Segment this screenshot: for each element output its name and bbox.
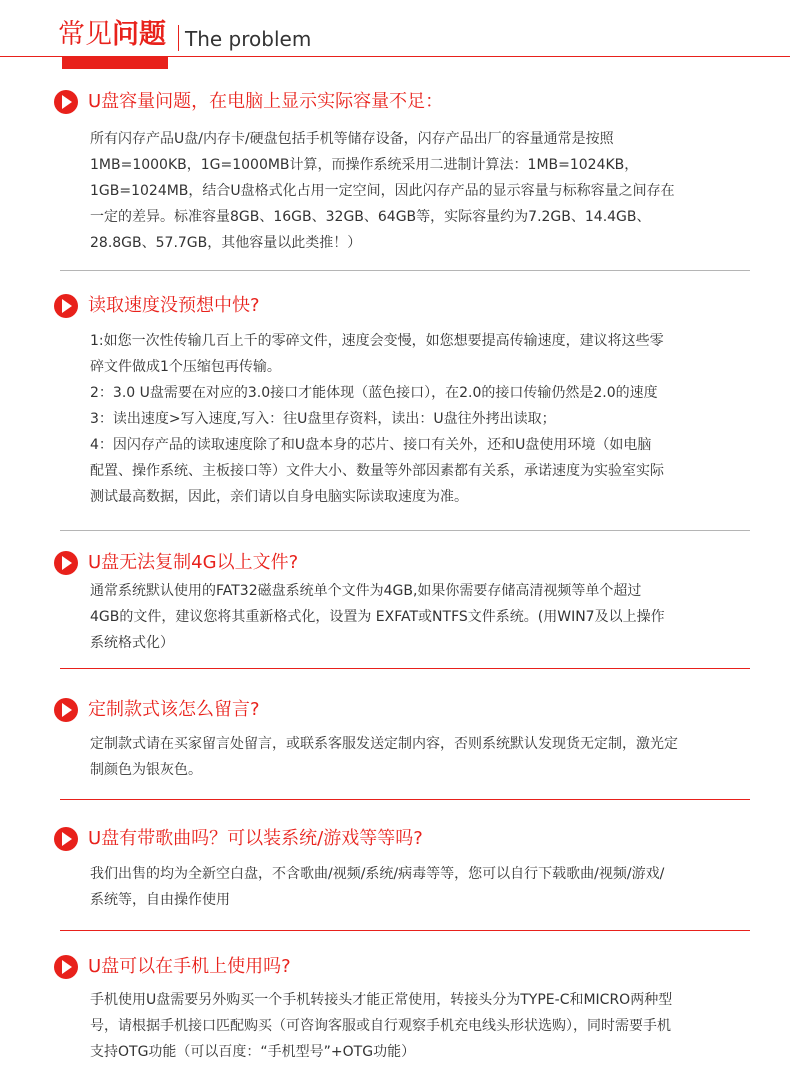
faq-question: 定制款式该怎么留言? <box>88 699 260 720</box>
answer-line: 4：因闪存产品的读取速度除了和U盘本身的芯片、接口有关外，还和U盘使用环境（如电脑 <box>90 437 652 453</box>
answer-line: 系统等，自由操作使用 <box>90 892 230 908</box>
answer-line: 号，请根据手机接口匹配购买（可咨询客服或自行观察手机充电线头形状选购），同时需要手机 <box>90 1018 671 1034</box>
faq-question: 读取速度没预想中快? <box>88 295 260 316</box>
answer-line: 制颜色为银灰色。 <box>90 762 202 778</box>
play-arrow-icon <box>54 90 78 114</box>
answer-line: 通常系统默认使用的FAT32磁盘系统单个文件为4GB,如果你需要存储高清视频等单个超过 <box>90 583 642 599</box>
section-divider <box>60 930 750 931</box>
faq-answer <box>90 987 770 1065</box>
page-subtitle: The problem <box>185 27 312 51</box>
faq-question: U盘可以在手机上使用吗? <box>88 956 291 977</box>
answer-line: 1GB=1024MB，结合U盘格式化占用一定空间，因此闪存产品的显示容量与标称容量之间存在 <box>90 183 675 199</box>
title-regular: 常见 <box>58 19 112 50</box>
play-arrow-icon <box>54 294 78 318</box>
answer-line: 一定的差异。标准容量8GB、16GB、32GB、64GB等，实际容量约为7.2GB、14.4GB、 <box>90 209 651 225</box>
section-divider <box>60 530 750 531</box>
faq-answer <box>90 731 770 783</box>
answer-line: 4GB的文件，建议您将其重新格式化，设置为 EXFAT或NTFS文件系统。(用WIN7及以上操作 <box>90 609 665 625</box>
faq-answer <box>90 126 770 256</box>
answer-line: 28.8GB、57.7GB，其他容量以此类推！） <box>90 235 362 251</box>
answer-line: 定制款式请在买家留言处留言，或联系客服发送定制内容，否则系统默认发现货无定制，激光定 <box>90 736 678 752</box>
answer-line: 碎文件做成1个压缩包再传输。 <box>90 359 281 375</box>
play-arrow-icon <box>54 955 78 979</box>
answer-line: 2：3.0 U盘需要在对应的3.0接口才能体现（蓝色接口），在2.0的接口传输仍然是2.0的速度 <box>90 385 658 401</box>
answer-line: 所有闪存产品U盘/内存卡/硬盘包括手机等储存设备，闪存产品出厂的容量通常是按照 <box>90 131 614 147</box>
answer-line: 手机使用U盘需要另外购买一个手机转接头才能正常使用，转接头分为TYPE-C和MICRO两种型 <box>90 992 673 1008</box>
play-arrow-icon <box>54 827 78 851</box>
answer-line: 测试最高数据，因此，亲们请以自身电脑实际读取速度为准。 <box>90 489 468 505</box>
answer-line: 我们出售的均为全新空白盘，不含歌曲/视频/系统/病毒等等，您可以自行下载歌曲/视频/游戏/ <box>90 866 665 882</box>
play-arrow-icon <box>54 698 78 722</box>
header-accent-bar <box>62 57 168 69</box>
page-header <box>0 0 790 72</box>
title-bold: 问题 <box>112 19 166 50</box>
faq-question: U盘容量问题，在电脑上显示实际容量不足： <box>88 91 444 112</box>
answer-line: 配置、操作系统、主板接口等）文件大小、数量等外部因素都有关系，承诺速度为实验室实际 <box>90 463 664 479</box>
answer-line: 系统格式化） <box>90 635 174 651</box>
faq-answer <box>90 328 770 510</box>
title-separator <box>178 25 179 51</box>
answer-line: 3：读出速度>写入速度,写入：往U盘里存资料，读出：U盘往外拷出读取； <box>90 411 556 427</box>
section-divider <box>60 799 750 800</box>
section-divider <box>60 668 750 669</box>
answer-line: 1:如您一次性传输几百上千的零碎文件，速度会变慢，如您想要提高传输速度，建议将这些零 <box>90 333 664 349</box>
play-arrow-icon <box>54 551 78 575</box>
faq-answer <box>90 578 770 656</box>
answer-line: 1MB=1000KB，1G=1000MB计算，而操作系统采用二进制计算法：1MB=1024KB， <box>90 157 639 173</box>
page-title <box>58 18 166 52</box>
faq-question: U盘无法复制4G以上文件? <box>88 552 299 573</box>
answer-line: 支持OTG功能（可以百度：“手机型号”+OTG功能） <box>90 1044 416 1060</box>
faq-answer <box>90 861 770 913</box>
section-divider <box>60 270 750 271</box>
faq-question: U盘有带歌曲吗？可以装系统/游戏等等吗? <box>88 828 423 849</box>
